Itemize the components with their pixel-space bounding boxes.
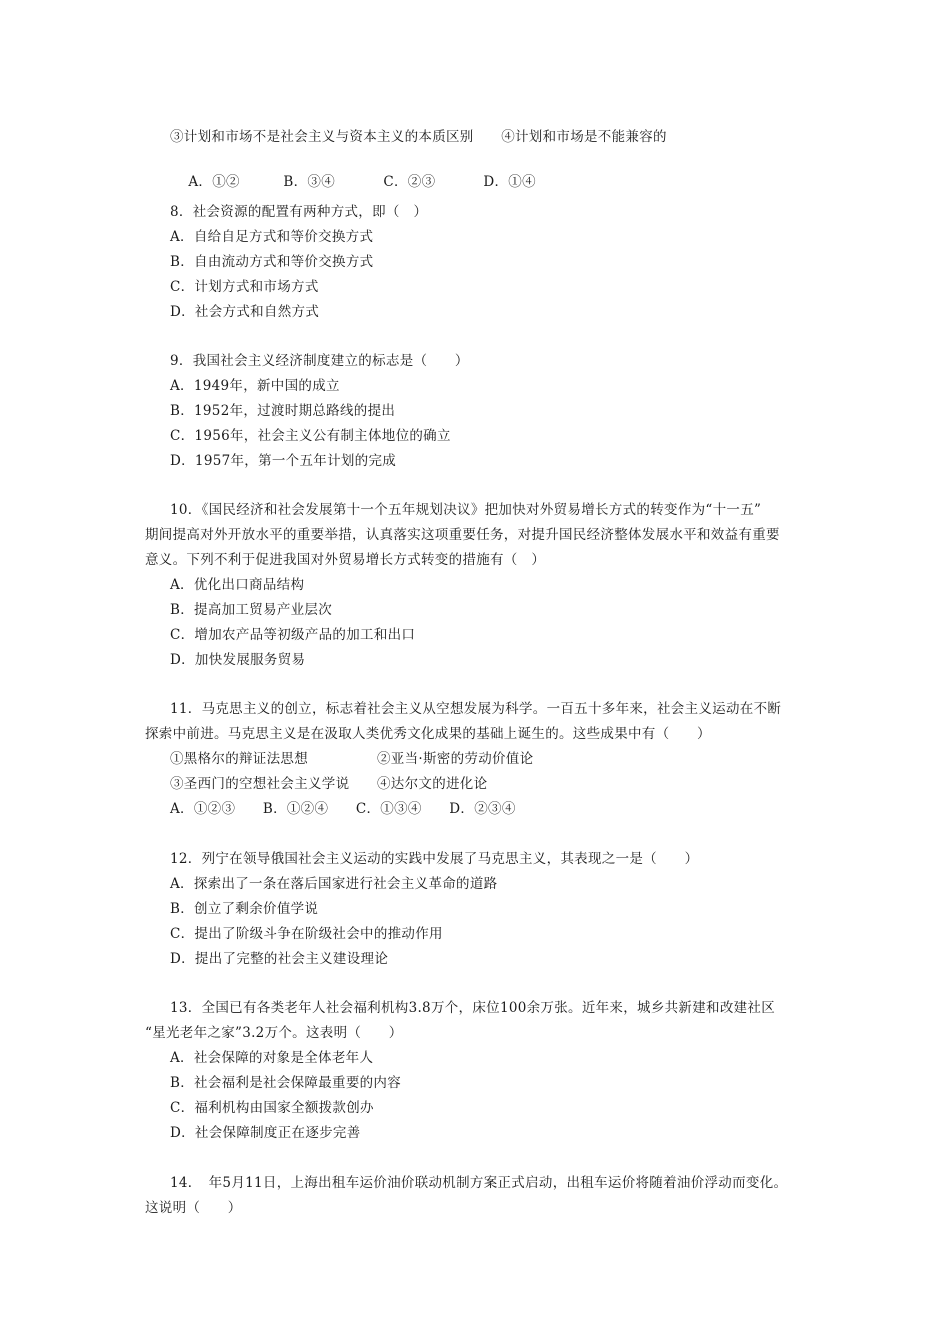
q13-option-a: A．社会保障的对象是全体老年人 (170, 1050, 374, 1066)
q12-option-b: B．创立了剩余价值学说 (170, 901, 319, 917)
q10-option-b: B．提高加工贸易产业层次 (170, 602, 333, 618)
q11-options-1-2: ①黑格尔的辩证法思想 ②亚当·斯密的劳动价值论 (170, 751, 534, 767)
q9-option-d: D．1957年，第一个五年计划的完成 (170, 453, 397, 469)
q10-stem-line-1: 10．《国民经济和社会发展第十一个五年规划决议》把加快对外贸易增长方式的转变作为“十一五” (170, 502, 762, 518)
q11-options-3-4: ③圣西门的空想社会主义学说 ④达尔文的进化论 (170, 776, 488, 792)
q13-stem-line-1: 13．全国已有各类老年人社会福利机构3.8万个，床位100余万张。近年来，城乡共新建和改建社区 (170, 1000, 776, 1016)
q12-option-c: C．提出了阶级斗争在阶级社会中的推动作用 (170, 926, 443, 942)
q8-option-d: D．社会方式和自然方式 (170, 304, 320, 320)
q13-option-d: D．社会保障制度正在逐步完善 (170, 1125, 361, 1141)
q13-option-c: C．福利机构由国家全额拨款创办 (170, 1100, 374, 1116)
q13-stem-line-2: “星光老年之家”3.2万个。这表明（ ） (145, 1025, 403, 1041)
q10-option-a: A．优化出口商品结构 (170, 577, 305, 593)
q11-stem-line-2: 探索中前进。马克思主义是在汲取人类优秀文化成果的基础上诞生的。这些成果中有（ ） (145, 726, 711, 742)
q9-option-c: C．1956年，社会主义公有制主体地位的确立 (170, 428, 451, 444)
q7-choice-d: D．①④ (483, 174, 536, 190)
q12-stem: 12．列宁在领导俄国社会主义运动的实践中发展了马克思主义，其表现之一是（ ） (170, 851, 699, 867)
q7-choice-b: B．③④ (283, 174, 335, 190)
q13-option-b: B．社会福利是社会保障最重要的内容 (170, 1075, 402, 1091)
q10-option-d: D．加快发展服务贸易 (170, 652, 306, 668)
q9-option-b: B．1952年，过渡时期总路线的提出 (170, 403, 396, 419)
q7-option-3-4: ③计划和市场不是社会主义与资本主义的本质区别 ④计划和市场是不能兼容的 (170, 129, 667, 145)
q11-answer-choices: A．①②③ B．①②④ C．①③④ D．②③④ (170, 801, 516, 817)
q8-stem: 8．社会资源的配置有两种方式，即（ ） (170, 204, 428, 220)
q10-stem-line-2: 期间提高对外开放水平的重要举措，认真落实这项重要任务，对提升国民经济整体发展水平和效益有重要 (145, 527, 780, 543)
q14-stem-line-1: 14． 年5月11日，上海出租车运价油价联动机制方案正式启动，出租车运价将随着油价浮动而变化。 (170, 1175, 788, 1191)
q9-option-a: A．1949年，新中国的成立 (170, 378, 340, 394)
q10-stem-line-3: 意义。下列不利于促进我国对外贸易增长方式转变的措施有（ ） (145, 552, 546, 568)
q11-stem-line-1: 11．马克思主义的创立，标志着社会主义从空想发展为科学。一百五十多年来，社会主义运动在不断 (170, 701, 782, 717)
q8-option-a: A．自给自足方式和等价交换方式 (170, 229, 374, 245)
q14-stem-line-2: 这说明（ ） (145, 1200, 242, 1216)
q8-option-c: C．计划方式和市场方式 (170, 279, 319, 295)
q9-stem: 9．我国社会主义经济制度建立的标志是（ ） (170, 353, 469, 369)
q10-option-c: C．增加农产品等初级产品的加工和出口 (170, 627, 416, 643)
q7-choice-a: A．①② (188, 174, 240, 190)
q12-option-d: D．提出了完整的社会主义建设理论 (170, 951, 389, 967)
q7-choice-c: C．②③ (383, 174, 436, 190)
q8-option-b: B．自由流动方式和等价交换方式 (170, 254, 374, 270)
q12-option-a: A．探索出了一条在落后国家进行社会主义革命的道路 (170, 876, 498, 892)
